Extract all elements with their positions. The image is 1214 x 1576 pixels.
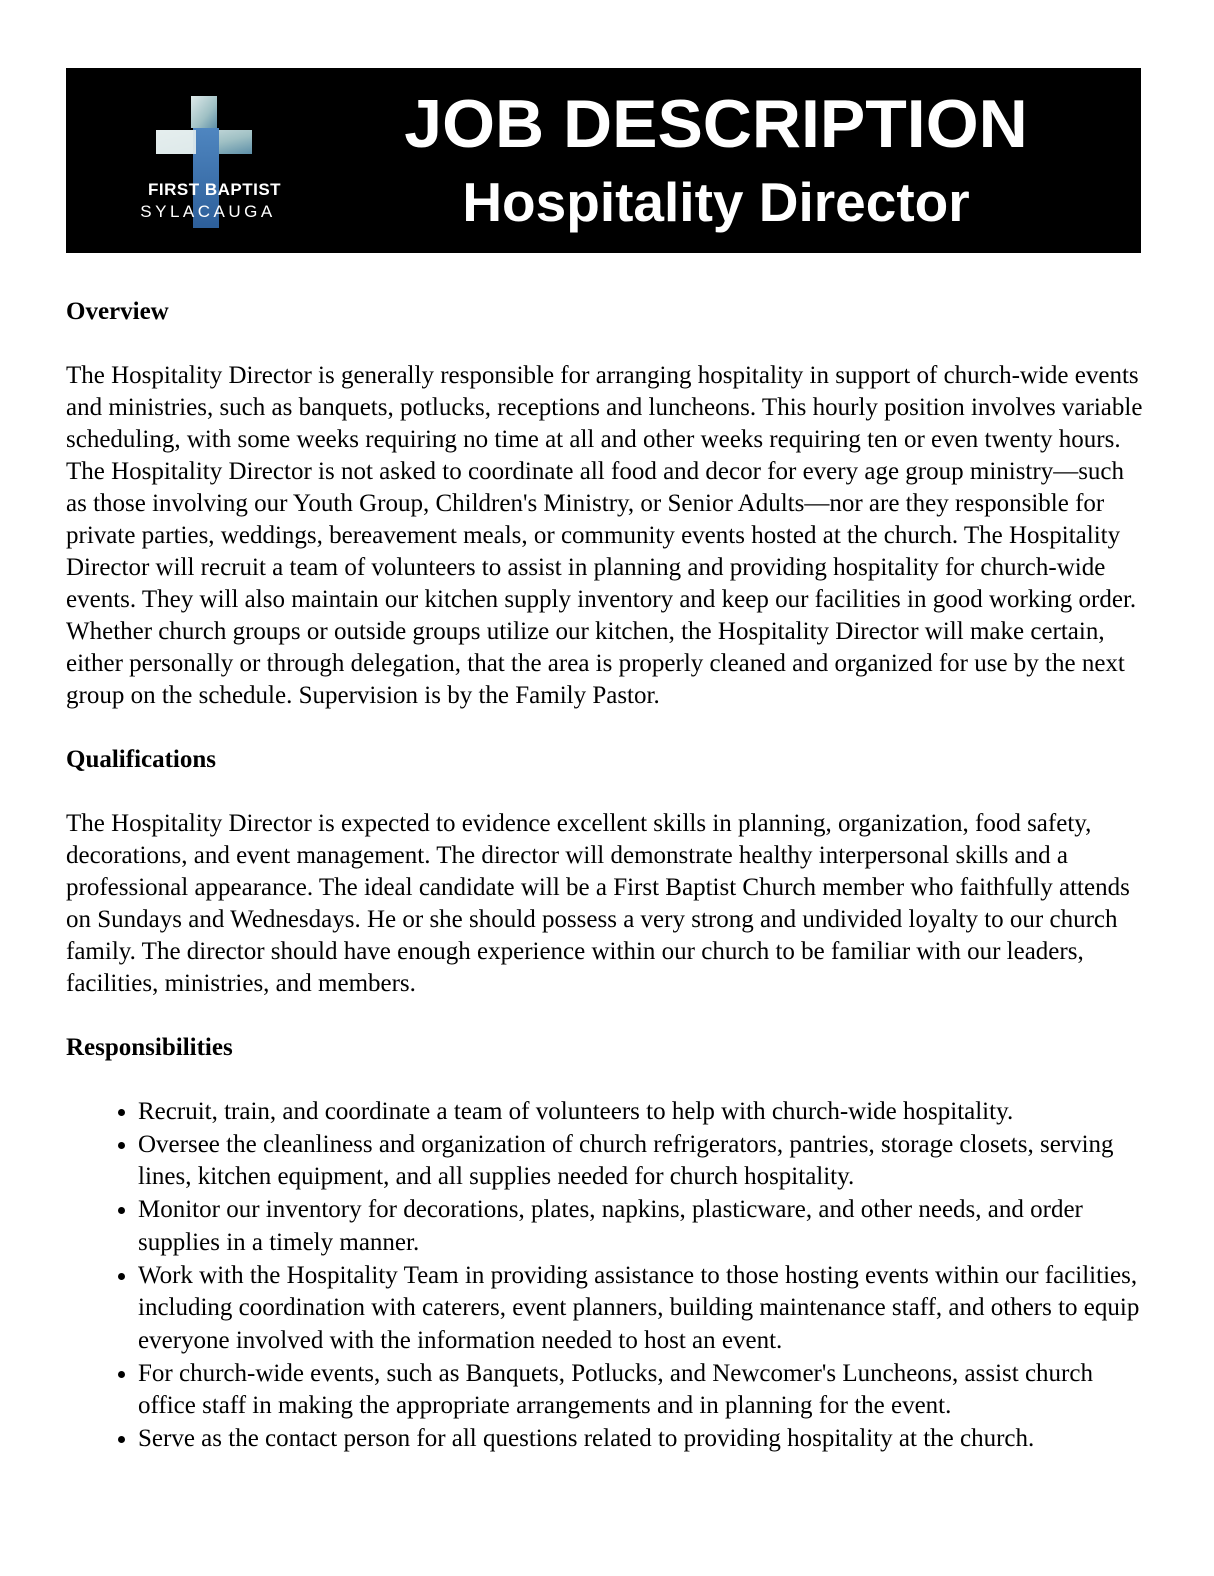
list-item: • Work with the Hospitality Team in providing assistance to those hosting events within our facilities, including coordination with caterers, event planners, building maintenance staff, and others to equip everyone involved with the information needed to host an event. xyxy=(138,1260,1146,1358)
list-item: • Serve as the contact person for all questions related to providing hospitality at the church. xyxy=(138,1423,1146,1456)
list-item: • Oversee the cleanliness and organization of church refrigerators, pantries, storage closets, serving lines, kitchen equipment, and all supplies needed for church hospitality. xyxy=(138,1129,1146,1194)
header-banner xyxy=(66,68,1141,253)
job-title: Hospitality Director xyxy=(462,171,970,233)
overview-heading: Overview xyxy=(66,298,169,325)
responsibilities-section xyxy=(66,1032,1146,1456)
qualifications-section xyxy=(66,744,1146,1000)
responsibilities-list xyxy=(66,1096,1146,1456)
church-logo xyxy=(140,92,298,232)
document-body xyxy=(66,296,1146,1456)
logo-name-line2: SYLACAUGA xyxy=(140,202,276,221)
list-item: • Recruit, train, and coordinate a team of volunteers to help with church-wide hospitality. xyxy=(138,1096,1146,1129)
overview-section xyxy=(66,296,1146,712)
list-item: • Monitor our inventory for decorations, plates, napkins, plasticware, and other needs, and order supplies in a timely manner. xyxy=(138,1194,1146,1259)
list-item: • For church-wide events, such as Banquets, Potlucks, and Newcomer's Luncheons, assist church office staff in making the appropriate arrangements and in planning for the event. xyxy=(138,1358,1146,1423)
qualifications-heading: Qualifications xyxy=(66,746,217,773)
overview-text: The Hospitality Director is generally responsible for arranging hospitality in support of church-wide events and ministries, such as banquets, potlucks, receptions and luncheons. This hourly position involves variable scheduling, with some weeks requiring no time at all and other weeks requiring ten or even twenty hours. The Hospitality Director is not asked to coordinate all food and decor for every age group ministry—such as those involving our Youth Group, Children's Ministry, or Senior Adults—nor are they responsible for private parties, weddings, bereavement meals, or community events hosted at the church. The Hospitality Director will recruit a team of volunteers to assist in planning and providing hospitality for church-wide events. They will also maintain our kitchen supply inventory and keep our facilities in good working order. Whether church groups or outside groups utilize our kitchen, the Hospitality Director will make certain, either personally or through delegation, that the area is properly cleaned and organized for use by the next group on the schedule. Supervision is by the Family Pastor. xyxy=(66,362,1143,709)
document-title: JOB DESCRIPTION xyxy=(404,86,1028,162)
logo-name-line1: FIRST BAPTIST xyxy=(148,180,282,199)
qualifications-text: The Hospitality Director is expected to evidence excellent skills in planning, organization, food safety, decorations, and event management. The director will demonstrate healthy interpersonal skills and a professional appearance. The ideal candidate will be a First Baptist Church member who faithfully attends on Sundays and Wednesdays. He or she should possess a very strong and undivided loyalty to our church family. The director should have enough experience within our church to be familiar with our leaders, facilities, ministries, and members. xyxy=(66,810,1130,997)
responsibilities-heading: Responsibilities xyxy=(66,1034,233,1061)
